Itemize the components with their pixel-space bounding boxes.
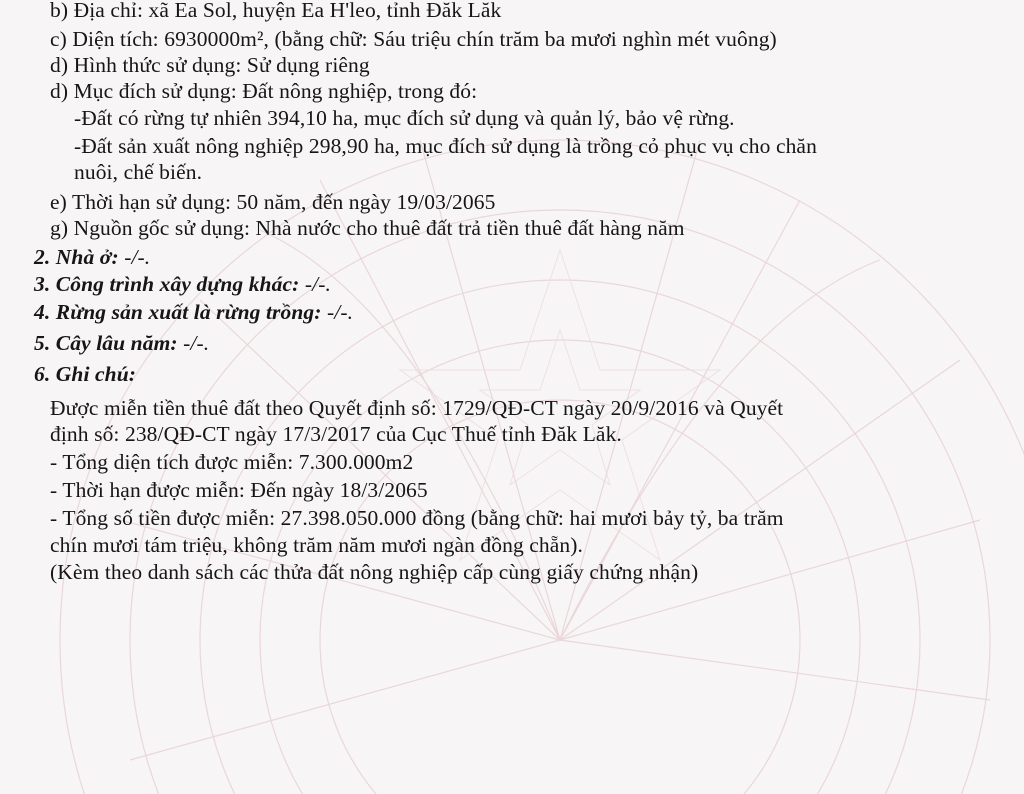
section-house-label: 2. Nhà ở: (34, 245, 119, 269)
area-line: c) Diện tích: 6930000m², (bằng chữ: Sáu triệu chín trăm ba mươi nghìn mét vuông) (50, 27, 777, 51)
section-planted-forest-value: -/-. (327, 300, 354, 324)
notes-line-6: chín mươi tám triệu, không trăm năm mươi ngàn đồng chẵn). (50, 533, 583, 557)
notes-line-2: định số: 238/QĐ-CT ngày 17/3/2017 của Cục Thuế tỉnh Đăk Lăk. (50, 422, 622, 446)
purpose-line: d) Mục đích sử dụng: Đất nông nghiệp, trong đó: (50, 79, 478, 103)
notes-line-4: - Thời hạn được miễn: Đến ngày 18/3/2065 (50, 478, 428, 502)
section-notes-heading (34, 361, 136, 387)
section-house (34, 244, 150, 270)
section-other-construction-value: -/-. (304, 272, 331, 296)
address-line: b) Địa chỉ: xã Ea Sol, huyện Ea H'leo, tỉnh Đăk Lăk (50, 0, 502, 22)
notes-line-5: - Tổng số tiền được miễn: 27.398.050.000 đồng (bằng chữ: hai mươi bảy tỷ, ba trăm (50, 506, 784, 530)
usage-form-line: d) Hình thức sử dụng: Sử dụng riêng (50, 53, 370, 77)
purpose-production-line: -Đất sản xuất nông nghiệp 298,90 ha, mục đích sử dụng là trồng cỏ phục vụ cho chăn (74, 134, 817, 158)
section-perennial-trees (34, 330, 209, 356)
purpose-forest-line: -Đất có rừng tự nhiên 394,10 ha, mục đích sử dụng và quản lý, bảo vệ rừng. (74, 106, 735, 130)
section-perennial-trees-value: -/-. (183, 331, 210, 355)
section-planted-forest (34, 299, 353, 325)
notes-line-3: - Tổng diện tích được miễn: 7.300.000m2 (50, 450, 414, 474)
section-notes-label: 6. Ghi chú: (34, 362, 137, 386)
notes-line-1: Được miễn tiền thuê đất theo Quyết định số: 1729/QĐ-CT ngày 20/9/2016 và Quyết (50, 396, 784, 420)
section-perennial-trees-label: 5. Cây lâu năm: (34, 331, 178, 355)
section-other-construction-label: 3. Công trình xây dựng khác: (34, 272, 300, 296)
purpose-production-line-cont: nuôi, chế biến. (74, 160, 203, 184)
term-line: e) Thời hạn sử dụng: 50 năm, đến ngày 19/03/2065 (50, 190, 496, 214)
notes-line-7: (Kèm theo danh sách các thửa đất nông nghiệp cấp cùng giấy chứng nhận) (50, 560, 699, 584)
section-planted-forest-label: 4. Rừng sản xuất là rừng trồng: (34, 300, 322, 324)
section-house-value: -/-. (124, 245, 151, 269)
origin-line: g) Nguồn gốc sử dụng: Nhà nước cho thuê đất trả tiền thuê đất hàng năm (50, 216, 685, 240)
section-other-construction (34, 271, 331, 297)
